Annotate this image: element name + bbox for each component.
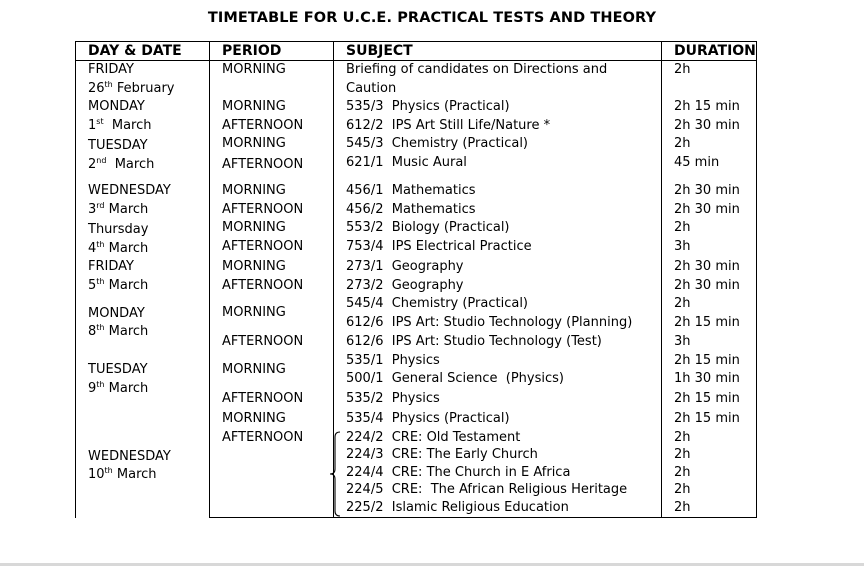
page-title: TIMETABLE FOR U.C.E. PRACTICAL TESTS AND THEORY [207,10,657,26]
subject-cell: Briefing of candidates on Directions and Caution [334,61,662,99]
duration-cell: 2h 45 min [662,135,757,174]
period-cell: MORNING [210,61,334,99]
period-cell: MORNING AFTERNOON [210,258,334,295]
subject-cell: 273/1 Geography 273/2 Geography [334,258,662,295]
table-row [76,295,757,332]
subject-cell: 553/2 Biology (Practical) 753/4 IPS Electrical Practice [334,219,662,258]
day-date: 26th February [88,79,175,96]
subject-cell: 612/6 IPS Art: Studio Technology (Test) [334,332,662,352]
header-period: PERIOD [210,42,334,61]
subject-cell: 535/4 Physics (Practical) [334,408,662,429]
table-row [76,219,757,258]
period-cell: MORNING [210,408,334,429]
table-row [76,352,757,389]
day-cell: WEDNESDAY 10th March [76,408,210,518]
subject-cell: 456/1 Mathematics 456/2 Mathematics [334,174,662,219]
duration-cell: 2h 15 min [662,408,757,429]
period-cell: AFTERNOON [210,332,334,352]
curly-brace-icon [329,431,343,517]
subject-cell: 535/2 Physics [334,389,662,409]
day-cell: TUESDAY 9th March [76,352,210,409]
header-day-date: DAY & DATE [76,42,210,61]
period-cell: AFTERNOON [210,429,334,518]
period-cell: AFTERNOON [210,389,334,409]
period-cell: MORNING AFTERNOON [210,174,334,219]
duration-cell: 2h 30 min 2h 30 min [662,174,757,219]
table-row [76,258,757,295]
subject-cell: 535/1 Physics 500/1 General Science (Physics) [334,352,662,389]
header-duration: DURATION [662,42,757,61]
period-cell: MORNING AFTERNOON [210,135,334,174]
table-row [76,408,757,429]
day-cell: WEDNESDAY 3rd March [76,174,210,219]
period-cell: MORNING AFTERNOON [210,219,334,258]
day-cell: Thursday 4th March [76,219,210,258]
period-cell: MORNING [210,295,334,332]
period-cell: MORNING AFTERNOON [210,98,334,135]
subject-cell: 535/3 Physics (Practical) 612/2 IPS Art Still Life/Nature * [334,98,662,135]
day-cell: TUESDAY 2nd March [76,135,210,174]
duration-cell: 3h [662,332,757,352]
duration-cell: 2h 30 min 2h 30 min [662,258,757,295]
table-row [76,98,757,135]
table-row [76,135,757,174]
subject-cell: 545/3 Chemistry (Practical) 621/1 Music Aural [334,135,662,174]
duration-cell: 2h 15 min 2h 30 min [662,98,757,135]
subject-cell: 545/4 Chemistry (Practical) 612/6 IPS Art: Studio Technology (Planning) [334,295,662,332]
table-row [76,174,757,219]
table-row [76,61,757,99]
day-cell [76,61,210,99]
duration-cell: 2h 2h 2h 2h 2h [662,429,757,518]
day-cell: FRIDAY 5th March [76,258,210,295]
header-row [76,42,757,61]
day-cell: MONDAY 8th March [76,295,210,352]
day-cell: MONDAY 1st March [76,98,210,135]
day-name: FRIDAY [88,62,134,77]
timetable [75,41,757,518]
duration-cell: 2h 3h [662,219,757,258]
duration-cell: 2h 2h 15 min [662,295,757,332]
duration-cell: 2h 15 min 1h 30 min [662,352,757,389]
subject-cell: 224/2 CRE: Old Testament 224/3 CRE: The Early Church 224/4 CRE: The Church in E Africa 224/5 CRE: The African Religious Heritage 225/2 Islamic Religious Education [334,429,662,518]
header-subject: SUBJECT [334,42,662,61]
duration-cell: 2h [662,61,757,99]
period-cell: MORNING [210,352,334,389]
duration-cell: 2h 15 min [662,389,757,409]
